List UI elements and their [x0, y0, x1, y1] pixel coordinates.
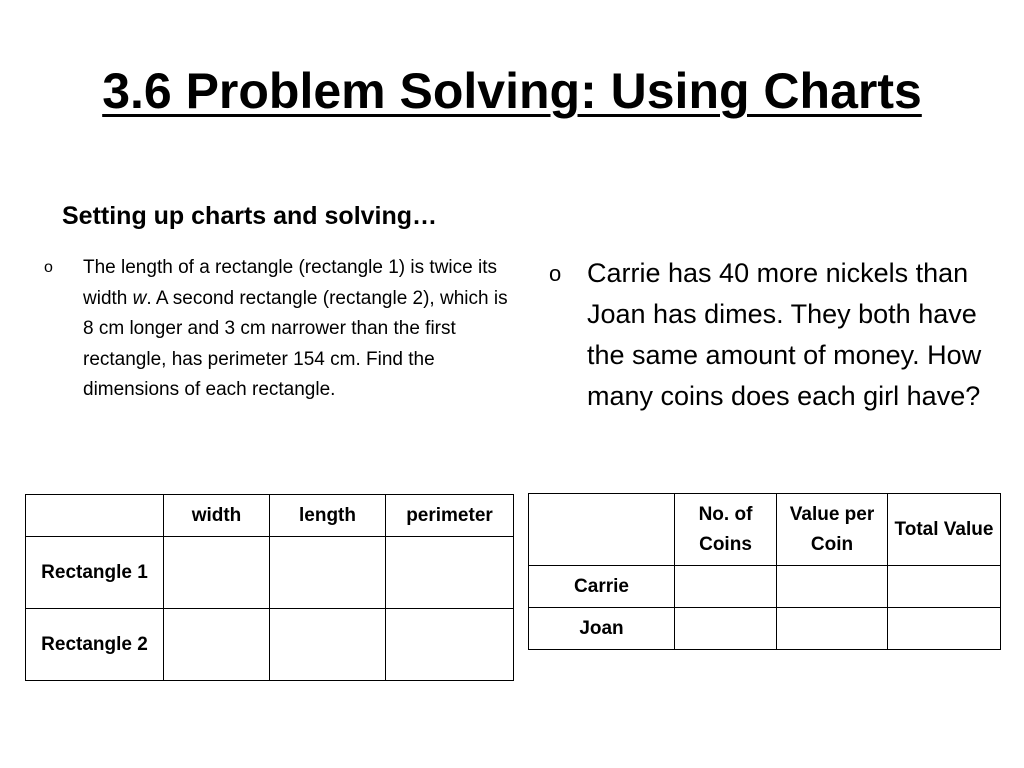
table-header-cell: perimeter [386, 495, 514, 537]
table-cell [675, 566, 777, 608]
slide-subtitle: Setting up charts and solving… [62, 202, 438, 230]
table-cell [270, 609, 386, 681]
table-header-cell: No. of Coins [675, 494, 777, 566]
problem-rectangles-text [83, 253, 520, 406]
table-cell [164, 609, 270, 681]
bullet-marker: o [549, 261, 562, 286]
table-cell [164, 537, 270, 609]
table-cell [777, 566, 888, 608]
table-row [26, 537, 514, 609]
table-row [26, 609, 514, 681]
table-header-row [26, 495, 514, 537]
table-cell [888, 608, 1001, 650]
table-cell [270, 537, 386, 609]
table-header-cell: Value per Coin [777, 494, 888, 566]
row-label: Rectangle 1 [26, 537, 164, 609]
problem-text-end: . A second rectangle (rectangle 2), which is 8 cm longer and 3 cm narrower than the first rectangle, has perimeter 154 cm. Find the dimensions of each rectangle. [83, 287, 508, 400]
table-header-cell: Total Value [888, 494, 1001, 566]
table-cell [888, 566, 1001, 608]
table-row [529, 566, 1001, 608]
row-label: Joan [529, 608, 675, 650]
slide-title: 3.6 Problem Solving: Using Charts [102, 63, 922, 119]
table-cell [675, 608, 777, 650]
rectangle-chart-table [25, 494, 514, 681]
table-cell [386, 537, 514, 609]
variable-w: w [132, 287, 147, 309]
coin-chart-table [528, 493, 1001, 650]
problem-rectangles [44, 253, 520, 406]
row-label: Rectangle 2 [26, 609, 164, 681]
table-header-cell: width [164, 495, 270, 537]
table-cell [386, 609, 514, 681]
problem-coins [549, 253, 989, 417]
table-header-row [529, 494, 1001, 566]
problem-text-start: The length of a rectangle (rectangle 1) is twice its width [83, 257, 497, 309]
table-row [529, 608, 1001, 650]
table-header-cell: length [270, 495, 386, 537]
row-label: Carrie [529, 566, 675, 608]
table-header-cell [26, 495, 164, 537]
problem-coins-text: Carrie has 40 more nickels than Joan has dimes. They both have the same amount of money. How many coins does each girl have? [587, 258, 982, 411]
bullet-marker: o [44, 259, 53, 276]
table-header-cell [529, 494, 675, 566]
table-cell [777, 608, 888, 650]
